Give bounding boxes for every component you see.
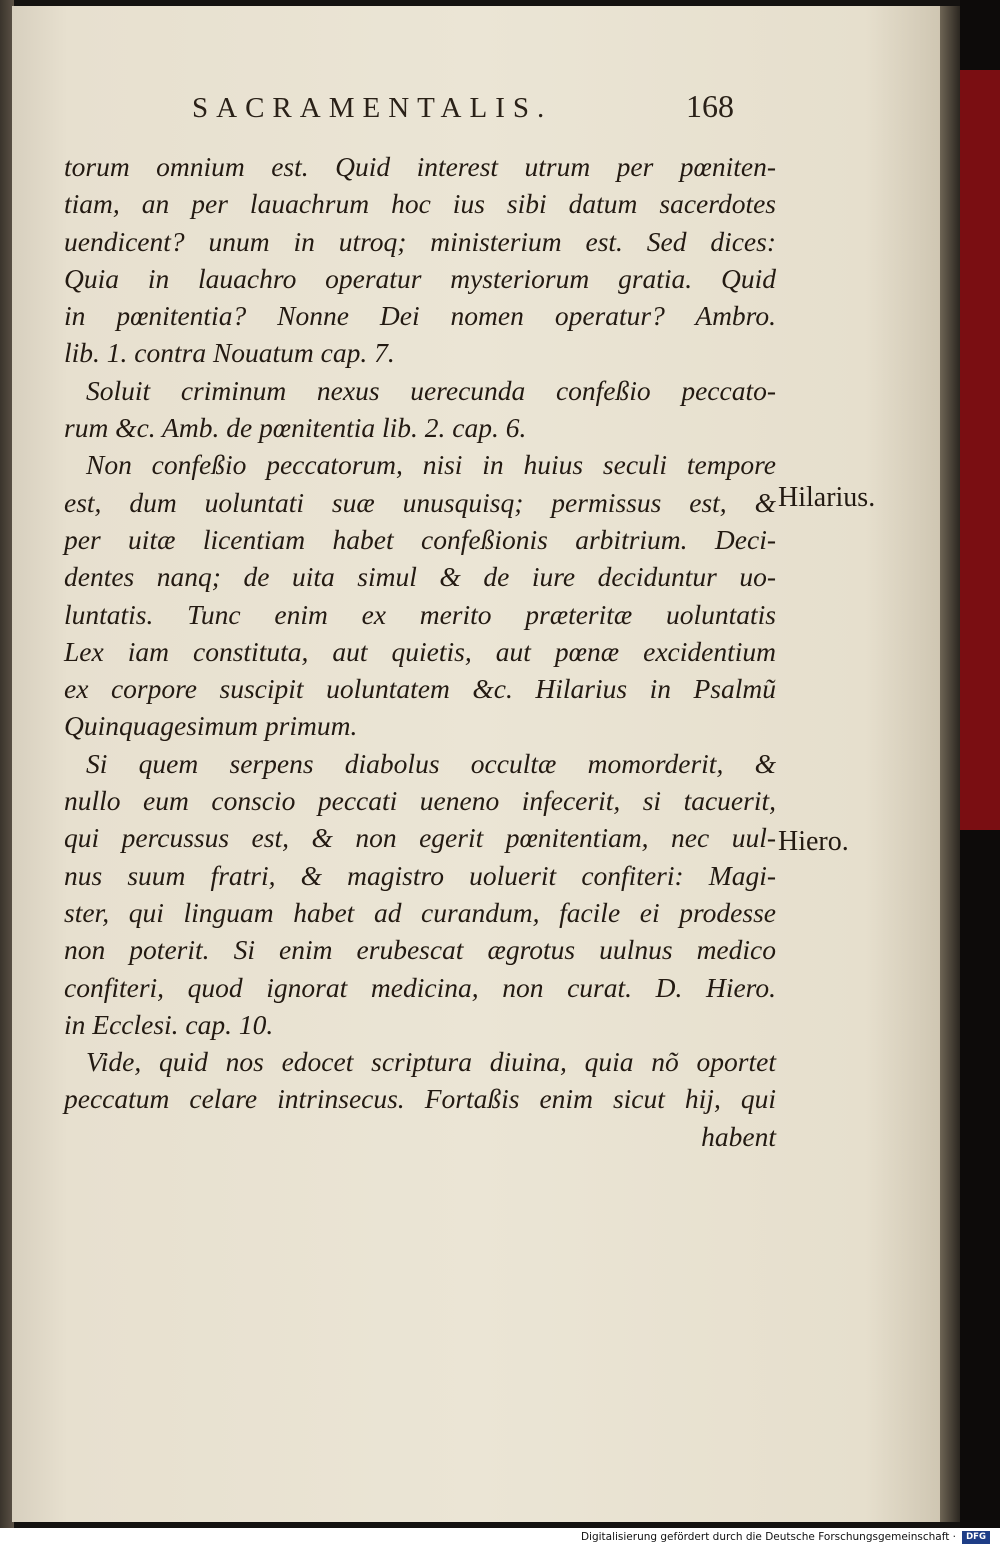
text-line: Vide, quid nos edocet scriptura diuina, quia nõ oportet	[86, 1046, 776, 1078]
text-line: est, dum uoluntati suæ unusquisq; permissus est, &	[64, 486, 776, 518]
background-corner	[960, 0, 1000, 70]
text-line: luntatis. Tunc enim ex merito præteritæ uoluntatis	[64, 598, 776, 630]
text-line: uendicent? unum in utroq; ministerium est. Sed dices:	[64, 225, 776, 257]
page-number: 168	[686, 88, 734, 124]
text-line: dentes nanq; de uita simul & de iure deciduntur uo-	[64, 561, 776, 593]
background-corner-lower	[960, 830, 1000, 1530]
book-cover-edge	[960, 70, 1000, 830]
body-text	[64, 148, 776, 1155]
text-line: Quinquagesimum primum.	[64, 710, 358, 742]
text-line: Soluit criminum nexus uerecunda confeßio peccato-	[86, 374, 776, 406]
text-line: nullo eum conscio peccati ueneno infecerit, si tacuerit,	[64, 785, 776, 817]
funding-credit: Digitalisierung gefördert durch die Deutsche Forschungsgemeinschaft ·	[580, 1531, 956, 1543]
text-line: tiam, an per lauachrum hoc ius sibi datum sacerdotes	[64, 188, 776, 220]
text-line: Lex iam constituta, aut quietis, aut pœnæ excidentium	[64, 635, 776, 667]
text-line: in pœnitentia? Nonne Dei nomen operatur? Ambro.	[64, 300, 776, 332]
dfg-logo: DFG	[962, 1531, 990, 1544]
page-edge-shadow	[940, 6, 960, 1522]
marginal-note-hilarius: Hilarius.	[778, 482, 876, 513]
text-line: Quia in lauachro operatur mysteriorum gratia. Quid	[64, 262, 776, 294]
text-line: torum omnium est. Quid interest utrum per pœniten-	[64, 151, 776, 182]
catchword: habent	[701, 1120, 776, 1152]
text-line: ex corpore suscipit uoluntatem &c. Hilarius in Psalmũ	[64, 673, 776, 705]
text-line: nus suum fratri, & magistro uoluerit confiteri: Magi-	[64, 859, 776, 891]
text-line: in Ecclesi. cap. 10.	[64, 1008, 274, 1040]
running-head: SACRAMENTALIS.	[192, 92, 553, 124]
text-line: lib. 1. contra Nouatum cap. 7.	[64, 337, 395, 369]
text-line: qui percussus est, & non egerit pœnitentiam, nec uul-	[64, 822, 776, 854]
text-line: non poterit. Si enim erubescat ægrotus uulnus medico	[64, 934, 776, 966]
text-line: rum &c. Amb. de pœnitentia lib. 2. cap. 6.	[64, 412, 527, 444]
text-line: Non confeßio peccatorum, nisi in huius seculi tempore	[86, 449, 776, 481]
marginal-note-hiero: Hiero.	[778, 826, 849, 857]
text-line: peccatum celare intrinsecus. Fortaßis enim sicut hij, qui	[64, 1083, 776, 1115]
text-line: confiteri, quod ignorat medicina, non curat. D. Hiero.	[64, 971, 776, 1003]
text-line: Si quem serpens diabolus occultæ momorderit, &	[86, 747, 776, 779]
text-line: ster, qui linguam habet ad curandum, facile ei prodesse	[64, 896, 776, 928]
text-line: per uitæ licentiam habet confeßionis arbitrium. Deci-	[64, 523, 776, 555]
